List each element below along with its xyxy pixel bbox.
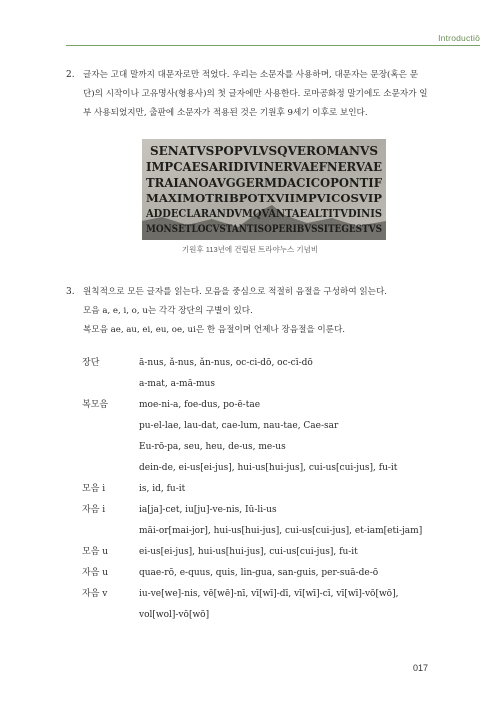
paragraph-line: 단)의 시작이나 고유명사(형용사)의 첫 글자에만 사용한다. 로마공화정 말기에도 소문자가 일 <box>83 89 428 99</box>
example-label: 자음 v <box>82 589 108 599</box>
paragraph-line: 복모음 ae, au, ei, eu, oe, ui은 한 음절이며 언제나 장음절을 이룬다. <box>83 325 346 335</box>
example-line: vol[wol]-vō[wō] <box>139 610 210 620</box>
example-label: 장단 <box>82 358 100 368</box>
example-line: dein-de, ei-us[ei-jus], hui-us[hui-jus], cui-us[cui-jus], fu-it <box>139 463 398 473</box>
inscription-line: IMPCAESARIDIVINERVAEFNERVAE <box>146 159 382 174</box>
example-line: moe-ni-a, foe-dus, po-ē-tae <box>139 400 261 410</box>
example-row <box>82 395 462 479</box>
section-3 <box>66 283 436 340</box>
example-line: pu-el-lae, lau-dat, cae-lum, nau-tae, Cae-sar <box>139 421 339 431</box>
section-body <box>83 66 436 123</box>
example-line: ei-us[ei-jus], hui-us[hui-jus], cui-us[cui-jus], fu-it <box>139 547 358 557</box>
figure-caption: 기원후 113년에 건립된 트라야누스 기념비 <box>181 245 319 254</box>
inscription-line: MONSETLOCVSTANTISOPERIBVSSITEGESTVS <box>146 224 382 235</box>
example-label: 복모음 <box>82 400 109 410</box>
section-body <box>83 283 436 340</box>
paragraph-line: 부 사용되었지만, 출판에 소문자가 적용된 것은 기원후 9세기 이후로 보인다. <box>83 108 368 118</box>
inscription-svg <box>142 139 386 240</box>
example-line: a-mat, a-mā-mus <box>139 379 215 389</box>
section-number: 3. <box>66 287 75 297</box>
example-row <box>82 500 462 542</box>
section-2 <box>66 66 436 123</box>
paragraph-line: 모음 a, e, i, o, u는 각각 장단의 구별이 있다. <box>83 306 253 316</box>
example-label: 자음 u <box>82 568 109 578</box>
example-label: 자음 i <box>82 505 106 515</box>
example-line: iu-ve[we]-nis, vē[wē]-nī, vī[wī]-dī, vī[wī]-cī, vī[wī]-vō[wō], <box>139 589 399 599</box>
example-line: ia[ja]-cet, iu[ju]-ve-nis, Iū-li-us <box>139 505 277 515</box>
inscription-line: TRAIANOAVGGERMDACICOPONTIF <box>146 175 383 190</box>
example-row <box>82 479 462 500</box>
example-row <box>82 563 462 584</box>
example-line: Eu-rō-pa, seu, heu, de-us, me-us <box>139 442 286 452</box>
example-line: māi-or[mai-jor], hui-us[hui-jus], cui-us[cui-jus], et-iam[eti-jam] <box>139 526 423 536</box>
paragraph-line: 글자는 고대 말까지 대문자로만 적었다. 우리는 소문자를 사용하며, 대문자는 문장(혹은 문 <box>83 70 418 80</box>
inscription-line: ADDECLARANDVMQVANTAEALTITVDINIS <box>145 207 383 220</box>
running-header: Introductiō <box>438 33 480 43</box>
header-divider <box>66 45 480 46</box>
inscription-line: SENATVSPOPVLVSQVEROMANVS <box>150 143 378 158</box>
example-row <box>82 542 462 563</box>
paragraph-line: 원칙적으로 모든 글자를 읽는다. 모음을 중심으로 적절히 음절을 구성하여 읽는다. <box>83 287 388 297</box>
example-row <box>82 584 462 626</box>
example-line: ā-nus, ǎ-nus, ǎn-nus, oc-ci-dō, oc-cī-dō <box>139 358 313 368</box>
trajan-inscription-image <box>142 139 386 240</box>
pronunciation-examples <box>82 353 462 626</box>
example-label: 모음 i <box>82 484 106 494</box>
example-line: is, id, fu-it <box>139 484 186 494</box>
example-label: 모음 u <box>82 547 109 557</box>
page-number: 017 <box>412 663 428 673</box>
section-number: 2. <box>66 70 75 80</box>
example-line: quae-rō, e-quus, quis, lin-gua, san-guis, per-suā-de-ō <box>139 568 379 578</box>
example-row <box>82 353 462 395</box>
inscription-line: MAXIMOTRIBPOTXVIIMPVICOSVIP <box>146 191 383 205</box>
